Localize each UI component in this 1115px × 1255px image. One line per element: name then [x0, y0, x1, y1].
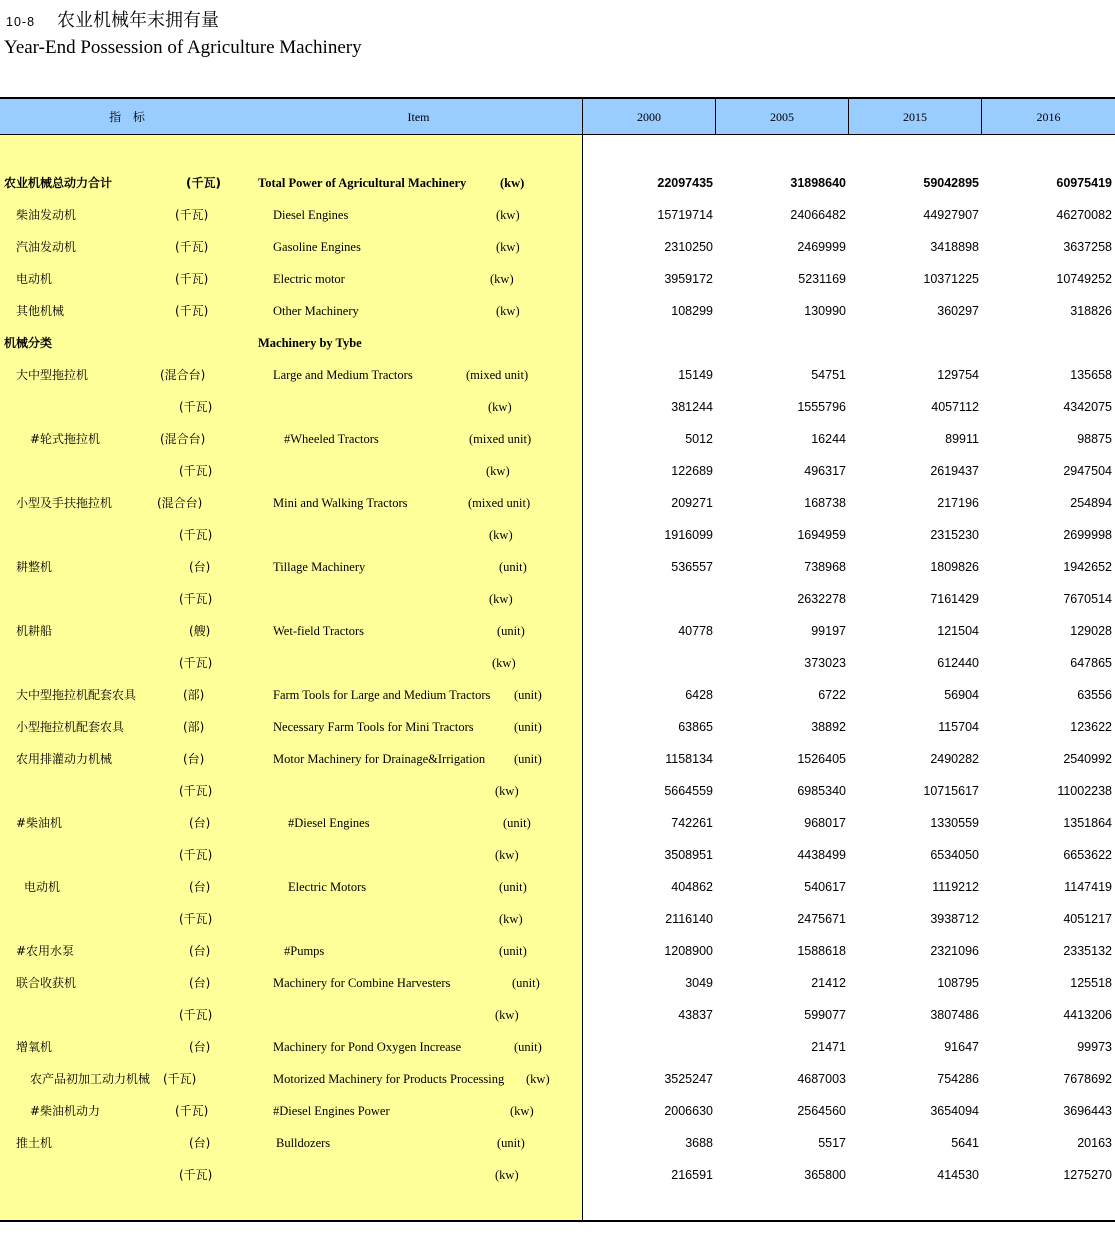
indicator-cn: 汽油发动机: [16, 240, 77, 254]
indicator-cn: 农用排灌动力机械: [16, 752, 113, 766]
header-indicator-cn: 指 标: [109, 110, 149, 124]
value-2005: 21471: [811, 1040, 846, 1054]
unit-en: (unit): [514, 752, 542, 766]
value-2005: 168738: [804, 496, 846, 510]
table-row: [0, 1133, 1115, 1153]
value-2005: 496317: [804, 464, 846, 478]
value-2015: 10715617: [923, 784, 979, 798]
value-2000: 3525247: [664, 1072, 713, 1086]
value-2016: 123622: [1070, 720, 1112, 734]
table-row: [0, 941, 1115, 961]
value-2005: 1526405: [797, 752, 846, 766]
header-year-2015: 2015: [903, 110, 927, 124]
unit-cn: (千瓦): [179, 592, 213, 606]
unit-en: (mixed unit): [469, 432, 532, 446]
unit-en: (unit): [512, 976, 540, 990]
value-2016: 99973: [1077, 1040, 1112, 1054]
table-row: [0, 301, 1115, 321]
table-bottom-rule: [0, 1220, 1115, 1222]
value-2016: 2335132: [1063, 944, 1112, 958]
value-2015: 44927907: [923, 208, 979, 222]
unit-cn: (千瓦): [179, 528, 213, 542]
indicator-cn: 大中型拖拉机: [16, 368, 89, 382]
header-item-en: Item: [407, 110, 430, 124]
value-2016: 135658: [1070, 368, 1112, 382]
value-2005: 599077: [804, 1008, 846, 1022]
unit-en: (kw): [499, 912, 523, 926]
unit-cn: (台): [189, 880, 211, 894]
value-2015: 7161429: [930, 592, 979, 606]
value-2000: 15149: [678, 368, 713, 382]
table-row: [0, 397, 1115, 417]
indicator-cn: 小型及手扶拖拉机: [16, 496, 113, 510]
value-2015: 414530: [937, 1168, 979, 1182]
item-en: #Diesel Engines: [288, 816, 370, 830]
indicator-cn: #柴油机动力: [30, 1104, 101, 1118]
unit-cn: (千瓦): [179, 912, 213, 926]
value-2000: 216591: [671, 1168, 713, 1182]
value-2016: 1351864: [1063, 816, 1112, 830]
table-row: [0, 461, 1115, 481]
unit-cn: (部): [183, 720, 205, 734]
item-en: Large and Medium Tractors: [273, 368, 413, 382]
item-en: Necessary Farm Tools for Mini Tractors: [273, 720, 474, 734]
unit-en: (kw): [489, 528, 513, 542]
value-2015: 3418898: [930, 240, 979, 254]
unit-cn: (千瓦): [179, 464, 213, 478]
unit-cn: (千瓦): [179, 1168, 213, 1182]
value-2015: 5641: [951, 1136, 979, 1150]
unit-cn: (混合台): [157, 496, 203, 510]
table-row: [0, 525, 1115, 545]
unit-en: (kw): [496, 240, 520, 254]
value-2005: 5517: [818, 1136, 846, 1150]
table-row: [0, 1037, 1115, 1057]
value-2000: 15719714: [657, 208, 713, 222]
value-2015: 3938712: [930, 912, 979, 926]
value-2000: 1916099: [664, 528, 713, 542]
indicator-cn: #农用水泵: [16, 944, 75, 958]
value-2015: 2490282: [930, 752, 979, 766]
unit-en: (kw): [495, 1008, 519, 1022]
value-2016: 98875: [1077, 432, 1112, 446]
value-2000: 40778: [678, 624, 713, 638]
value-2000: 2116140: [665, 912, 713, 926]
value-2015: 115704: [938, 720, 979, 734]
value-2016: 20163: [1077, 1136, 1112, 1150]
indicator-cn: 农业机械总动力合计: [4, 176, 113, 190]
table-row: [0, 557, 1115, 577]
value-2005: 6985340: [797, 784, 846, 798]
value-2005: 1694959: [797, 528, 846, 542]
table-row: [0, 1165, 1115, 1185]
value-2015: 89911: [945, 432, 979, 446]
unit-en: (kw): [495, 1168, 519, 1182]
unit-en: (unit): [514, 688, 542, 702]
table-row: [0, 973, 1115, 993]
value-2005: 4687003: [797, 1072, 846, 1086]
unit-cn: (千瓦): [175, 208, 209, 222]
value-2000: 3508951: [664, 848, 713, 862]
value-2000: 381244: [671, 400, 713, 414]
unit-en: (kw): [488, 400, 512, 414]
table-row: [0, 781, 1115, 801]
unit-cn: (千瓦): [163, 1072, 197, 1086]
value-2000: 122689: [671, 464, 713, 478]
value-2000: 3959172: [664, 272, 713, 286]
value-2015: 2321096: [930, 944, 979, 958]
table-row: [0, 717, 1115, 737]
table-row: [0, 909, 1115, 929]
table-row: [0, 877, 1115, 897]
value-2000: 3688: [685, 1136, 713, 1150]
table-row: [0, 365, 1115, 385]
item-en: #Wheeled Tractors: [284, 432, 379, 446]
value-2005: 31898640: [790, 176, 846, 190]
value-2015: 1809826: [930, 560, 979, 574]
value-2015: 754286: [937, 1072, 979, 1086]
value-2005: 968017: [804, 816, 846, 830]
value-2005: 540617: [804, 880, 846, 894]
value-2015: 360297: [937, 304, 979, 318]
value-2005: 54751: [811, 368, 846, 382]
unit-cn: (艘): [189, 624, 211, 638]
value-2015: 6534050: [930, 848, 979, 862]
unit-en: (kw): [490, 272, 514, 286]
value-2005: 4438499: [797, 848, 846, 862]
indicator-cn: 增氧机: [16, 1040, 53, 1054]
item-en: #Diesel Engines Power: [273, 1104, 390, 1118]
unit-en: (unit): [499, 880, 527, 894]
title-cn-text: 农业机械年末拥有量: [57, 10, 220, 31]
table-row: [0, 493, 1115, 513]
unit-en: (unit): [514, 1040, 542, 1054]
unit-en: (unit): [499, 560, 527, 574]
value-2015: 3654094: [930, 1104, 979, 1118]
unit-cn: (台): [189, 816, 211, 830]
value-2005: 130990: [804, 304, 846, 318]
indicator-cn: 电动机: [16, 272, 53, 286]
table-row: [0, 1069, 1115, 1089]
unit-en: (unit): [503, 816, 531, 830]
value-2000: 2310250: [664, 240, 713, 254]
value-2016: 129028: [1070, 624, 1112, 638]
table-row: [0, 429, 1115, 449]
item-en: Electric motor: [273, 272, 345, 286]
unit-cn: (混合台): [160, 368, 206, 382]
value-2016: 1942652: [1063, 560, 1112, 574]
item-en: Machinery by Tybe: [258, 336, 362, 350]
value-2000: 108299: [671, 304, 713, 318]
unit-en: (unit): [499, 944, 527, 958]
value-2016: 7678692: [1063, 1072, 1112, 1086]
table-row: [0, 205, 1115, 225]
indicator-cn: 机耕船: [16, 624, 53, 638]
value-2016: 254894: [1070, 496, 1112, 510]
value-2016: 2947504: [1063, 464, 1112, 478]
value-2000: 5012: [685, 432, 713, 446]
value-2005: 2469999: [797, 240, 846, 254]
unit-en: (kw): [486, 464, 510, 478]
value-2015: 1330559: [930, 816, 979, 830]
indicator-cn: 机械分类: [4, 336, 53, 350]
value-2016: 7670514: [1063, 592, 1112, 606]
value-2005: 365800: [804, 1168, 846, 1182]
item-en: Gasoline Engines: [273, 240, 361, 254]
table-row: [0, 237, 1115, 257]
unit-cn: (台): [189, 1136, 211, 1150]
value-2016: 125518: [1070, 976, 1112, 990]
value-2005: 738968: [804, 560, 846, 574]
value-2005: 16244: [811, 432, 846, 446]
indicator-cn: 大中型拖拉机配套农具: [16, 688, 137, 702]
value-2015: 2619437: [930, 464, 979, 478]
indicator-cn: 农产品初加工动力机械: [30, 1072, 151, 1086]
value-2000: 742261: [671, 816, 713, 830]
item-en: Motorized Machinery for Products Processing: [273, 1072, 505, 1086]
value-2016: 1147419: [1064, 880, 1112, 894]
value-2016: 6653622: [1063, 848, 1112, 862]
value-2000: 1208900: [664, 944, 713, 958]
item-en: Mini and Walking Tractors: [273, 496, 408, 510]
page-title-en: Year-End Possession of Agriculture Machinery: [4, 37, 362, 58]
unit-en: (kw): [500, 176, 525, 190]
unit-cn: (千瓦): [179, 400, 213, 414]
value-2016: 3696443: [1063, 1104, 1112, 1118]
indicator-cn: 小型拖拉机配套农具: [16, 720, 125, 734]
table-row: [0, 1005, 1115, 1025]
value-2000: 5664559: [664, 784, 713, 798]
table-row: [0, 813, 1115, 833]
table-row: [0, 621, 1115, 641]
header-year-2016: 2016: [1036, 110, 1061, 124]
value-2005: 6722: [818, 688, 846, 702]
value-2016: 2540992: [1063, 752, 1112, 766]
unit-en: (kw): [489, 592, 513, 606]
value-2005: 5231169: [798, 272, 846, 286]
indicator-cn: #柴油机: [16, 816, 63, 830]
unit-en: (kw): [510, 1104, 534, 1118]
value-2016: 11002238: [1057, 784, 1112, 798]
indicator-cn: 电动机: [24, 880, 61, 894]
value-2000: 22097435: [657, 176, 713, 190]
value-2005: 99197: [811, 624, 846, 638]
value-2016: 10749252: [1056, 272, 1112, 286]
indicator-cn: 耕整机: [16, 560, 53, 574]
unit-cn: (千瓦): [179, 848, 213, 862]
unit-cn: (台): [189, 976, 211, 990]
value-2015: 59042895: [923, 176, 979, 190]
unit-cn: (台): [183, 752, 205, 766]
table-row: [0, 1101, 1115, 1121]
value-2005: 2564560: [797, 1104, 846, 1118]
value-2000: 3049: [685, 976, 713, 990]
unit-en: (kw): [492, 656, 516, 670]
value-2000: 2006630: [664, 1104, 713, 1118]
item-en: Farm Tools for Large and Medium Tractors: [273, 688, 491, 702]
unit-cn: (千瓦): [175, 304, 209, 318]
value-2000: 404862: [671, 880, 713, 894]
unit-en: (kw): [495, 848, 519, 862]
item-en: Total Power of Agricultural Machinery: [258, 176, 467, 190]
unit-cn: (台): [189, 560, 211, 574]
value-2016: 1275270: [1063, 1168, 1112, 1182]
table-row: [0, 269, 1115, 289]
value-2015: 217196: [937, 496, 979, 510]
value-2005: 1555796: [797, 400, 846, 414]
value-2016: 3637258: [1063, 240, 1112, 254]
item-en: Bulldozers: [276, 1136, 331, 1150]
table-row: [0, 333, 1115, 353]
value-2005: 21412: [811, 976, 846, 990]
item-en: Other Machinery: [273, 304, 359, 318]
value-2016: 647865: [1070, 656, 1112, 670]
unit-cn: (台): [189, 944, 211, 958]
value-2016: 4051217: [1063, 912, 1112, 926]
value-2016: 2699998: [1063, 528, 1112, 542]
value-2000: 536557: [671, 560, 713, 574]
value-2005: 38892: [811, 720, 846, 734]
item-en: Wet-field Tractors: [273, 624, 364, 638]
unit-cn: (千瓦): [175, 272, 209, 286]
value-2005: 373023: [804, 656, 846, 670]
unit-cn: (混合台): [160, 432, 206, 446]
value-2000: 63865: [678, 720, 713, 734]
value-2005: 24066482: [790, 208, 846, 222]
item-en: #Pumps: [284, 944, 325, 958]
unit-en: (kw): [495, 784, 519, 798]
indicator-cn: 柴油发动机: [16, 208, 77, 222]
table-number: 10-8: [6, 15, 36, 29]
unit-en: (kw): [526, 1072, 550, 1086]
value-2005: 1588618: [797, 944, 846, 958]
value-2005: 2475671: [797, 912, 846, 926]
value-2015: 129754: [937, 368, 979, 382]
unit-cn: (千瓦): [179, 784, 213, 798]
unit-en: (unit): [514, 720, 542, 734]
value-2016: 4413206: [1063, 1008, 1112, 1022]
value-2015: 3807486: [930, 1008, 979, 1022]
value-2016: 60975419: [1056, 176, 1112, 190]
item-en: Electric Motors: [288, 880, 367, 894]
value-2016: 318826: [1070, 304, 1112, 318]
indicator-cn: #轮式拖拉机: [30, 432, 101, 446]
value-2000: 43837: [678, 1008, 713, 1022]
unit-en: (unit): [497, 1136, 525, 1150]
value-2015: 1119212: [932, 880, 979, 894]
unit-cn: (千瓦): [179, 1008, 213, 1022]
item-en: Machinery for Combine Harvesters: [273, 976, 451, 990]
unit-cn: (千瓦): [175, 240, 209, 254]
table-header: [0, 97, 1115, 135]
value-2015: 612440: [937, 656, 979, 670]
table-row: [0, 173, 1115, 193]
value-2000: 6428: [685, 688, 713, 702]
value-2015: 2315230: [930, 528, 979, 542]
page-title-cn: [6, 6, 219, 32]
value-2015: 108795: [937, 976, 979, 990]
unit-en: (kw): [496, 304, 520, 318]
unit-en: (unit): [497, 624, 525, 638]
value-2015: 4057112: [931, 400, 979, 414]
table-row: [0, 685, 1115, 705]
unit-en: (mixed unit): [468, 496, 531, 510]
value-2016: 63556: [1077, 688, 1112, 702]
value-2000: 209271: [671, 496, 713, 510]
table-row: [0, 589, 1115, 609]
table-row: [0, 845, 1115, 865]
value-2015: 10371225: [923, 272, 979, 286]
value-2000: 1158134: [665, 752, 713, 766]
unit-en: (kw): [496, 208, 520, 222]
indicator-cn: 推土机: [16, 1136, 53, 1150]
table-row: [0, 653, 1115, 673]
value-2015: 56904: [944, 688, 979, 702]
item-en: Machinery for Pond Oxygen Increase: [273, 1040, 462, 1054]
header-year-2005: 2005: [770, 110, 794, 124]
indicator-column-background: [0, 135, 582, 1221]
unit-cn: (千瓦): [179, 656, 213, 670]
value-2005: 2632278: [797, 592, 846, 606]
value-2016: 4342075: [1063, 400, 1112, 414]
unit-cn: (千瓦): [186, 176, 221, 190]
item-en: Diesel Engines: [273, 208, 349, 222]
item-en: Tillage Machinery: [273, 560, 366, 574]
unit-cn: (台): [189, 1040, 211, 1054]
value-2015: 91647: [944, 1040, 979, 1054]
table-row: [0, 749, 1115, 769]
indicator-cn: 联合收获机: [16, 976, 77, 990]
unit-cn: (千瓦): [175, 1104, 209, 1118]
value-2015: 121504: [937, 624, 979, 638]
header-year-2000: 2000: [637, 110, 661, 124]
unit-en: (mixed unit): [466, 368, 529, 382]
value-2016: 46270082: [1056, 208, 1112, 222]
item-en: Motor Machinery for Drainage&Irrigation: [273, 752, 486, 766]
indicator-cn: 其他机械: [16, 304, 65, 318]
unit-cn: (部): [183, 688, 205, 702]
